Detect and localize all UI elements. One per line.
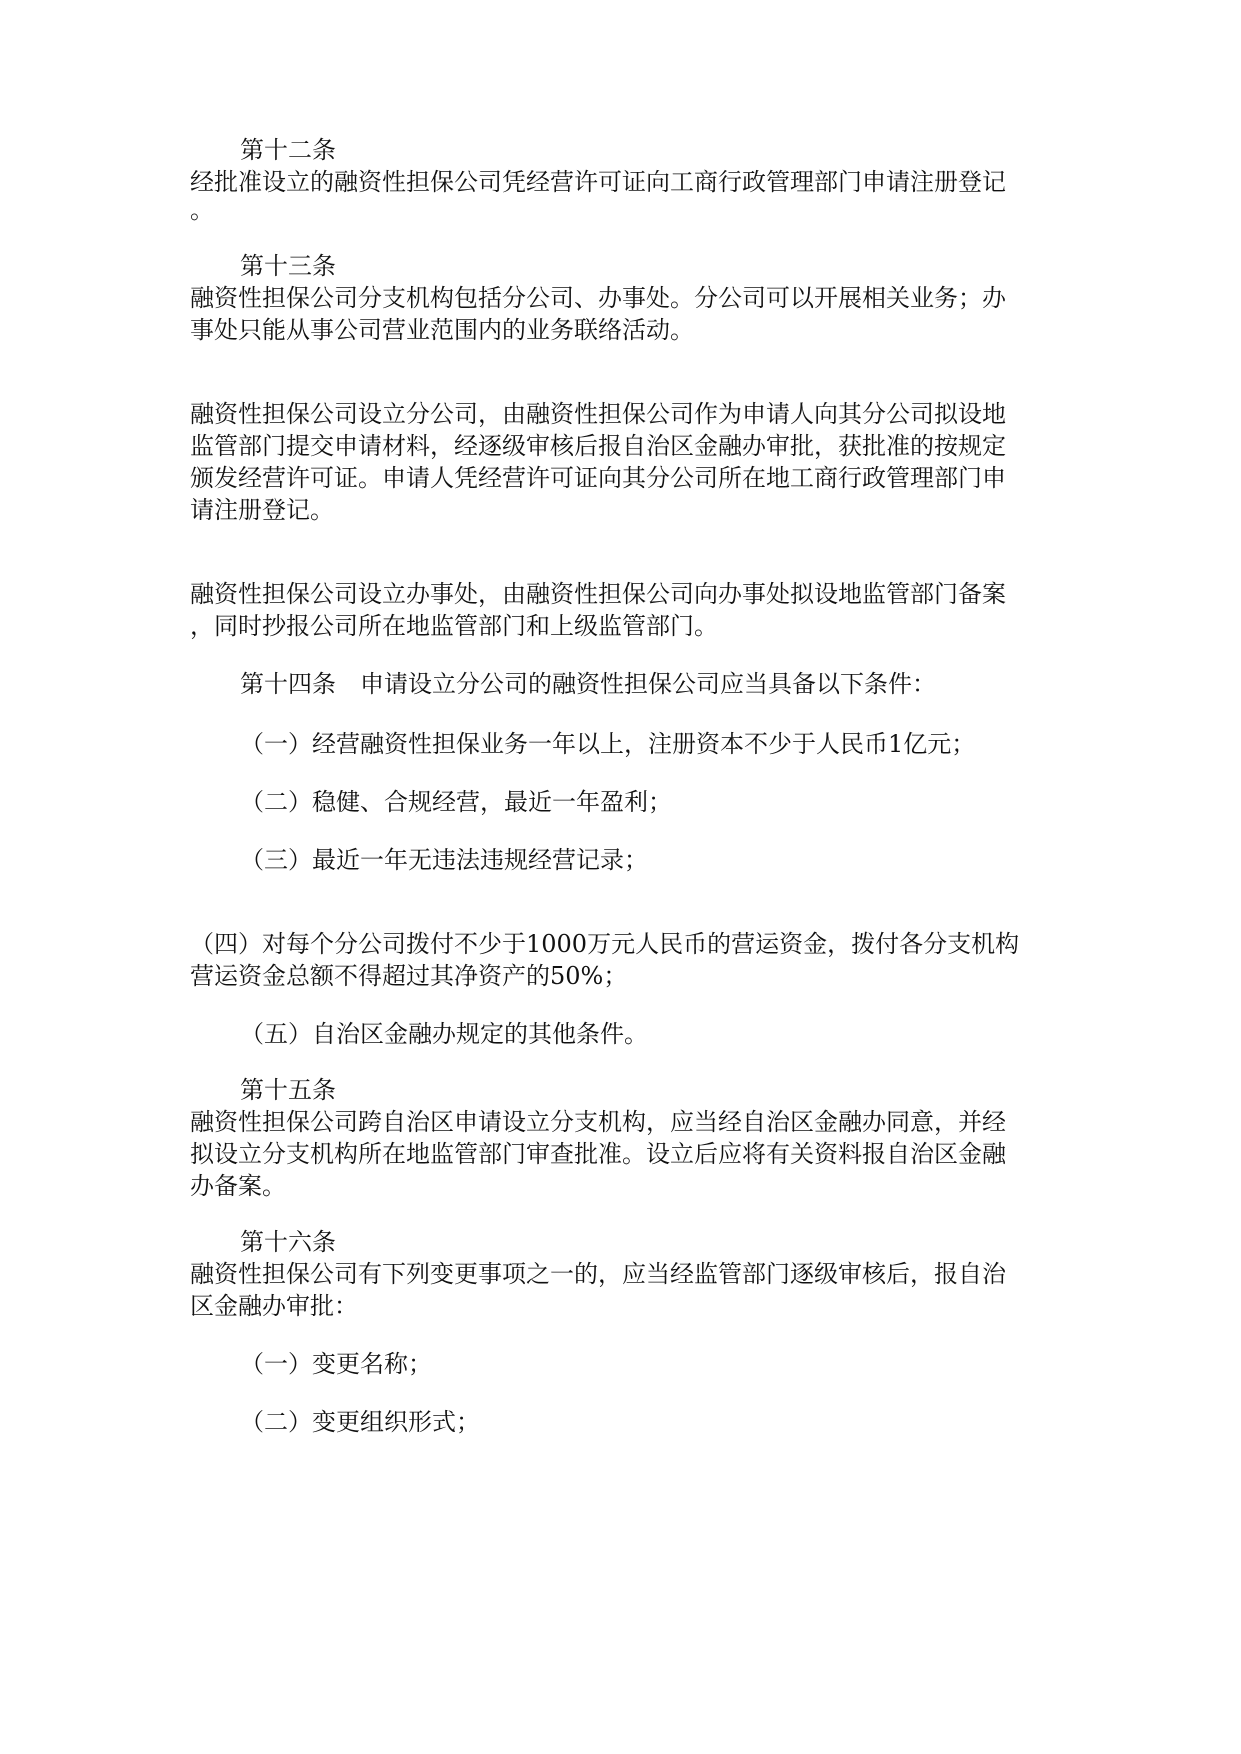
article-15-text-line-1: 融资性担保公司跨自治区申请设立分支机构，应当经自治区金融办同意，并经 xyxy=(190,1108,1006,1136)
article-13-text-line-1: 融资性担保公司分支机构包括分公司、办事处。分公司可以开展相关业务；办 xyxy=(190,284,1006,312)
article-16-text-line-1: 融资性担保公司有下列变更事项之一的，应当经监管部门逐级审核后，报自治 xyxy=(190,1260,1006,1288)
branch-paragraph-line-3: 颁发经营许可证。申请人凭经营许可证向其分公司所在地工商行政管理部门申 xyxy=(190,464,1006,492)
article-14-item-5: （五）自治区金融办规定的其他条件。 xyxy=(240,1020,648,1048)
office-paragraph-line-1: 融资性担保公司设立办事处，由融资性担保公司向办事处拟设地监管部门备案 xyxy=(190,580,1006,608)
article-14-item-4-line-2: 营运资金总额不得超过其净资产的50%； xyxy=(190,962,628,990)
article-16-text-line-2: 区金融办审批： xyxy=(190,1292,358,1320)
article-16-item-2: （二）变更组织形式； xyxy=(240,1408,480,1436)
article-12-text-line-1: 经批准设立的融资性担保公司凭经营许可证向工商行政管理部门申请注册登记 xyxy=(190,168,1006,196)
article-15-text-line-3: 办备案。 xyxy=(190,1172,286,1200)
article-13-heading: 第十三条 xyxy=(240,252,336,280)
article-15-text-line-2: 拟设立分支机构所在地监管部门审查批准。设立后应将有关资料报自治区金融 xyxy=(190,1140,1006,1168)
article-13-text-line-2: 事处只能从事公司营业范围内的业务联络活动。 xyxy=(190,316,694,344)
article-16-item-1: （一）变更名称； xyxy=(240,1350,432,1378)
article-14-item-2: （二）稳健、合规经营，最近一年盈利； xyxy=(240,788,672,816)
article-14-heading: 第十四条 申请设立分公司的融资性担保公司应当具备以下条件： xyxy=(240,670,936,698)
article-14-item-1: （一）经营融资性担保业务一年以上，注册资本不少于人民币1亿元； xyxy=(240,730,976,758)
branch-paragraph-line-4: 请注册登记。 xyxy=(190,496,334,524)
article-15-heading: 第十五条 xyxy=(240,1076,336,1104)
article-16-heading: 第十六条 xyxy=(240,1228,336,1256)
office-paragraph-line-2: ，同时抄报公司所在地监管部门和上级监管部门。 xyxy=(190,612,718,640)
article-12-text-line-2: 。 xyxy=(190,196,214,224)
article-14-item-4-line-1: （四）对每个分公司拨付不少于1000万元人民币的营运资金，拨付各分支机构 xyxy=(190,930,1020,958)
branch-paragraph-line-2: 监管部门提交申请材料，经逐级审核后报自治区金融办审批，获批准的按规定 xyxy=(190,432,1006,460)
article-12-heading: 第十二条 xyxy=(240,136,336,164)
branch-paragraph-line-1: 融资性担保公司设立分公司，由融资性担保公司作为申请人向其分公司拟设地 xyxy=(190,400,1006,428)
article-14-item-3: （三）最近一年无违法违规经营记录； xyxy=(240,846,648,874)
